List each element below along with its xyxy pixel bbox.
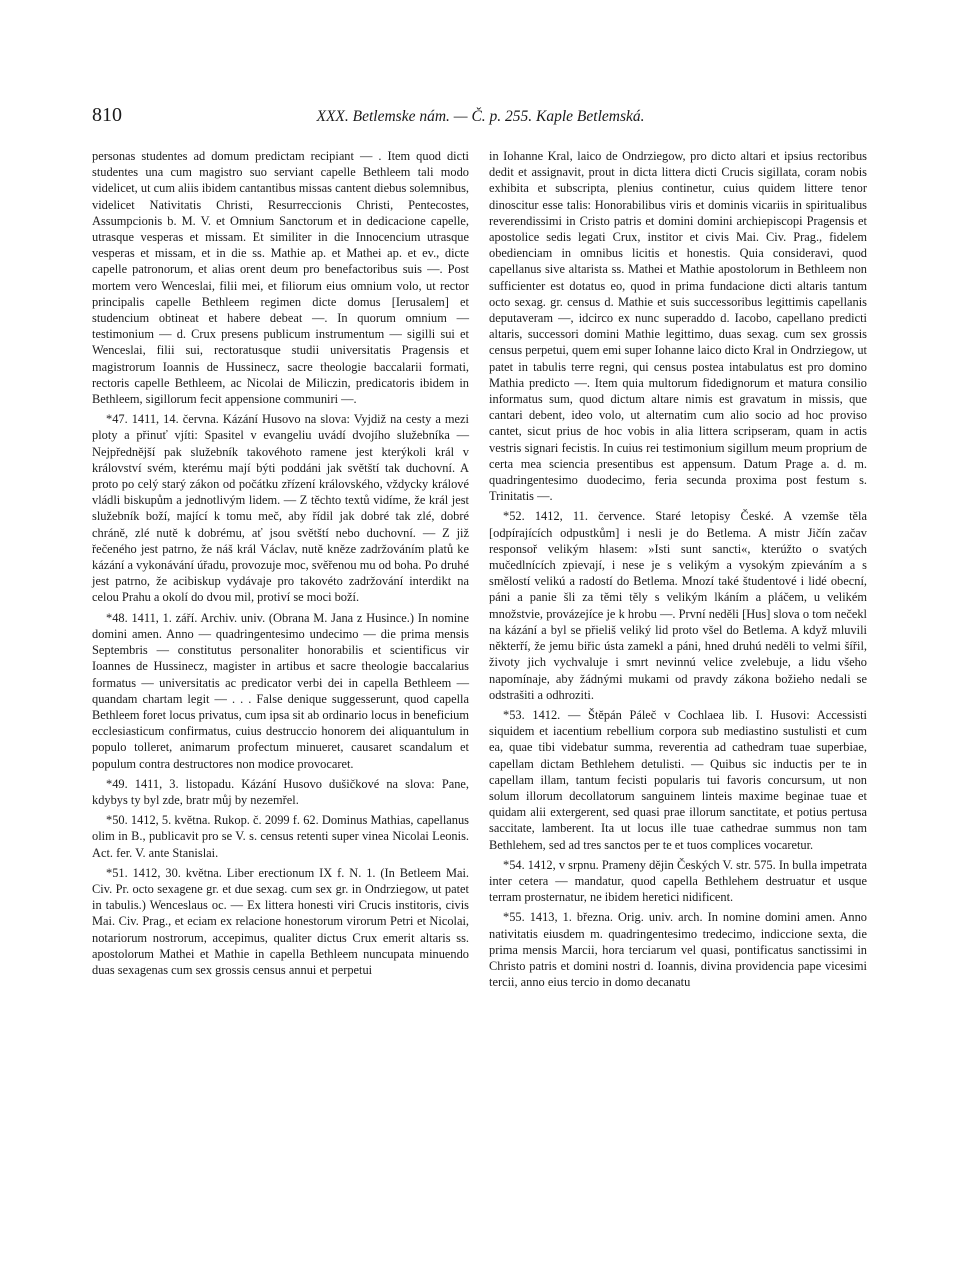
- paragraph: personas studentes ad domum predictam recipiant — . Item quod dicti studentes una cum magistro suo serviant capelle Bethleem tali modo videlicet, ut cum aliis ibidem cantantibus missas cantent diebus solemnibus, videlicet Nativitatis Christi, Resurreccionis Christi, Pentecostes, Assumpcionis b. M. V. et Omnium Sanctorum et in dedicacione capelle, utrasque vesperas et missam. Et similiter in die Innocencium utrasque vesperas et missam, et in die ss. Mathie ap. et Mathei ap. et ev., dicte capelle patronorum, et alias orent deum pro benefactoribus suis —. Post mortem vero Wenceslai, filii mei, et filiorum eius omnium volo, ut rector principalis capelle Bethleem regimen dicte domus [Ierusalem] et studencium obtineat et habere debeat —. In quorum omnium — testimonium — d. Crux presens publicum instrumentum — sigilli sui et Wenceslai, filii sui, rectoratusque studii universitatis Pragensis et magistrorum Ioannis de Hussinecz, sacre theologie baccalarii formati, rectoris capelle Bethleem, ac Nicolai de Miliczin, predicatoris ibidem in Bethleem, sigillorum fecit appensione communiri —.: [92, 149, 469, 407]
- entry-48: *48. 1411, 1. září. Archiv. univ. (Obrana M. Jana z Husince.) In nomine domini amen. Anno — quadringentesimo undecimo — die prima mensis Septembris — constitutus personaliter honorabilis et scientificus vir Ioannes de Hussinecz, magister in artibus et sacre theologie baccalarius formatus — universitatis ac predicator verbi dei in capella Bethleem — quandam chartam legit — . . . False denique suggesserunt, quod capella Bethleem foret locus privatus, cum ipsa sit ab ordinario locus in beneficium ecclesiasticum confirmatus, cuius destruccio honorem dei aliquantulum in populo tolleret, animarum profectum minueret, causaret scandalum et populum contra destructores non modice provocaret.: [92, 610, 469, 771]
- paragraph: in Iohanne Kral, laico de Ondrziegow, pro dicto altari et ipsius rectoribus dedit et assignavit, prout in dicta littera dicti Crucis sigillata, coram nobis exhibita et subscripta, plenius continetur, cuius quidem littere tenor dinoscitur esse talis: Honorabilibus viris et dominis vicariis in spiritualibus reverendissimi in Cristo patris et domini domini archiepiscopi Pragensis et apostolice sedis legati Crux, institor et civis Mai. Civ. Prag., fidelem obedienciam in omnibus licitis et honestis. Quia consideravi, quod capellanus sive altarista ss. Mathei et Mathie apostolorum in Bethleem non sufficienter est dotatus eo, quod in prima fundacione dicti altaris tantum octo sexag. gr. census d. Mathie et suis successoribus legittimis capellanis deputaveram —, idcirco ex nunc superaddo d. Iacobo, capellano predicti altaris, successori domini Mathie legittimo, duas sexag. cum sex grossis census perpetui, quem emi super Iohanne laico dicto Kral in Ondrziegow, ut patet in tabulis terre regni, qui census postea intabulatus est pro domino Mathia predicto —. Item quia multorum fidedignorum et matura consilio informatus sum, quod dictum altare nimis est gravatum in missis, que cantari debent, ideo volo, ut alternatim cum alio socio ad hoc proviso cantet, sicut prius de hoc vobis in alia littera scripseram, quam in actis vestris signari fecistis. In cuius rei testimonium sigillum meum proprium de certa mea sciencia presentibus est appensum. Datum Prage a. d. m. quadringentesimo duodecimo, feria secunda proxima post festum s. Trinitatis —.: [489, 149, 867, 504]
- entry-47: *47. 1411, 14. června. Kázání Husovo na slova: Vyjdiž na cesty a mezi ploty a přinuť vjíti: Spasitel v evangeliu uvádí dvojího služebníka — Nejpřednější pak služebník takovéhoto ramene jest kterýkoli král v království svém, kterému mají býti poddáni jak světští tak duchovní. A proto po celý starý zákon od počátku zřízení královského, vždycky králové vládli biskupům a jednotlivým lidem. — Z těchto textů vidíme, že král jest služebník boží, mající k tomu meč, aby řídil jak dobré tak zlé, dobré chráně, zlé nutě k dobrému, ať jsou světští nebo duchovní. — Z již řečeného jest patrno, že náš král Václav, nutě kněze zadržováním platů ke kázání a vykonávání úřadu, provozuje moc, svěřenou mu od boha. Po druhé jest patrno, že acibiskup vydávaje pro takovéto zadržování interdikt na celou Prahu a okolí do dvou mil, protiví se moci boží.: [92, 412, 469, 605]
- left-column: [92, 148, 469, 978]
- page-number: 810: [92, 104, 122, 126]
- entry-53: *53. 1412. — Štěpán Páleč v Cochlaea lib. I. Husovi: Accessisti siquidem et iacentium rebellium corpora sub mediastino sustulisti et cum ea, quae tibi videbatur summa, reverentia ad cathedram tuae superbiae, capellam dictam Bethlehem detulisti. — Quibus sic inductis per te in capellam illam, tantum fecisti popularis tui favoris concursum, ut non solum illorum decollatorum sanguinem linteis maxime beginae tuae et quidam alii extergerent, sed quasi prae illorum sanctitate, et potius pertusa saccitate, lamberent. Ita ut locus ille tuae cathedrae summus non tam Bethlehem, sed ad tres sanctos per te et tuos complices vocaretur.: [489, 707, 867, 852]
- entry-52: *52. 1412, 11. července. Staré letopisy České. A vzemše těla [odpírajících odpustkům] i nesli je do Betlema. A mistr Jičín začav responsoř velikým hlasem: »Isti sunt sancti«, kterúžto o svatých mučedlnících zpievají, i nese je s velikým a vysokým zpieváním a s smělostí velikú a radostí do Betlema. Mnozí také študentové i lidé obecní, páni a panie šli za těmi těly s velikým lkáním a pláčem, u velikém množstvie, provázejíce je k hrobu —. První neděli [Hus] slova o tom nečekl na kázání a byl se přieliš veliký lid proto všel do Betlema. A když mluvili některří, že jemu biřic ústa zamekl a páni, hned druhú neděli to velmi šířil, životy jich vychvaluje i smrt nevinnú velice zvelebuje, a lidu všeho napomínaje, aby žádnými mukami od pravdy zákona božieho nedali se odstrašiti a odhroziti.: [489, 509, 867, 702]
- running-title: XXX. Betlemske nám. — Č. p. 255. Kaple Betlemská.: [316, 108, 645, 125]
- entry-49: *49. 1411, 3. listopadu. Kázání Husovo dušičkové na slova: Pane, kdybys ty byl zde, bratr můj by nezemřel.: [92, 776, 469, 807]
- entry-51: *51. 1412, 30. května. Liber erectionum IX f. N. 1. (In Betleem Mai. Civ. Pr. octo sexagene gr. et due sexag. cum sex gr. in Ondrziegow, ut patet in tabulis.) Wenceslaus oc. — Ex littera honesti viri Crucis institoris, civis Mai. Civ. Prag., et eciam ex relacione honestorum virorum Petri et Nicolai, notariorum nostrorum, accepimus, qualiter dictus Crux emerit altaris ss. apostolorum Mathei et Mathie in capella Bethleem nuncupata minuendo duas sexagenas cum sex grossis census annui et perpetui: [92, 865, 469, 977]
- page-header: [92, 104, 869, 132]
- entry-55: *55. 1413, 1. března. Orig. univ. arch. In nomine domini amen. Anno nativitatis eiusdem m. quadringentesimo tredecimo, indiccione sexta, die prima mensis Marcii, hora terciarum vel quasi, pontificatus sanctissimi in Christo patris et domini nostri d. Ioannis, divina providencia pape vicesimi tercii, anno eius tercio in domo decanatu: [489, 910, 867, 990]
- entry-54: *54. 1412, v srpnu. Prameny dějin Českých V. str. 575. In bulla impetrata inter cetera — mandatur, quod capella Bethlehem destruatur et usque terram prosternatur, ne ibidem heretici nidificent.: [489, 857, 867, 905]
- right-column: [489, 148, 867, 990]
- entry-50: *50. 1412, 5. května. Rukop. č. 2099 f. 62. Dominus Mathias, capellanus olim in B., publicavit pro se V. s. census retenti super vinea Nicolai Leonis. Act. fer. V. ante Stanislai.: [92, 813, 469, 860]
